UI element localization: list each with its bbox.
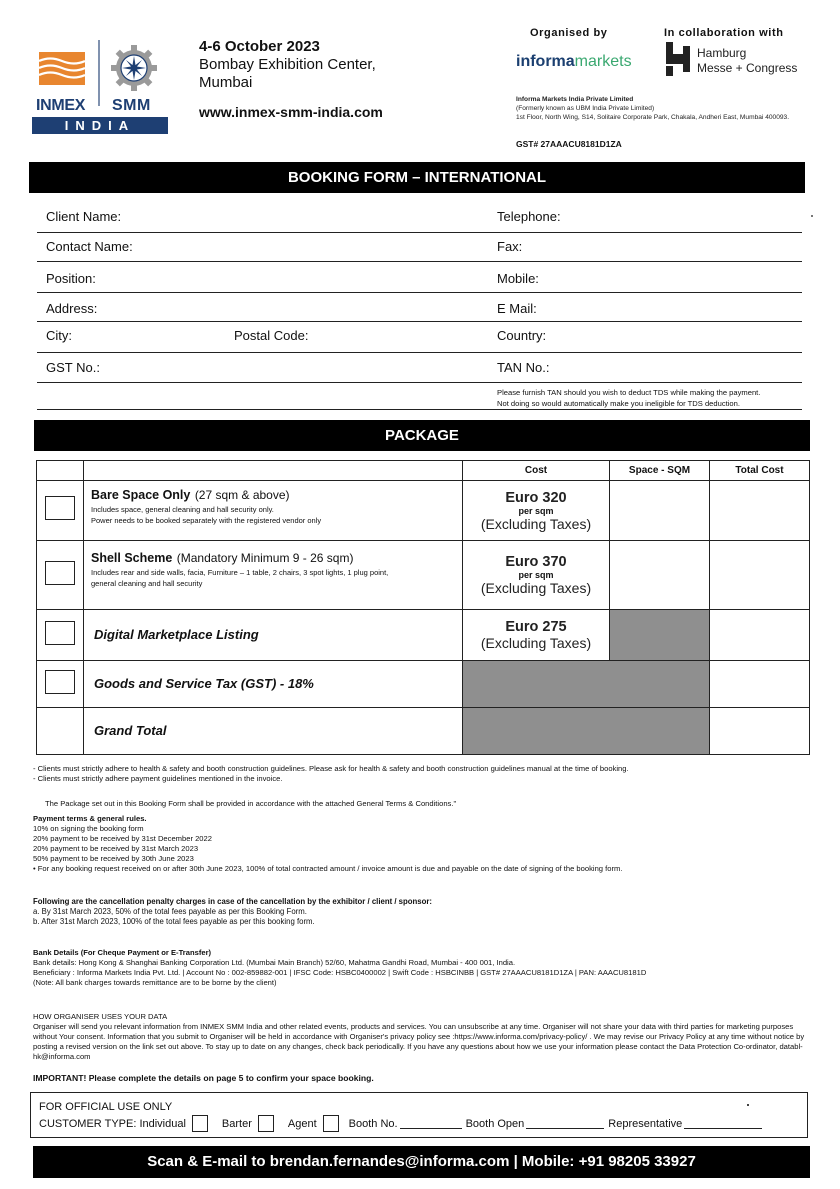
grand-total-input[interactable] bbox=[710, 723, 809, 738]
form-row-client bbox=[37, 204, 802, 233]
payment-line: 20% payment to be received by 31st December 2022 bbox=[33, 834, 212, 843]
digital-listing-title: Digital Marketplace Listing bbox=[94, 627, 259, 642]
email-input[interactable] bbox=[547, 300, 795, 318]
compass-gear-icon bbox=[111, 45, 157, 91]
organiser-address-block bbox=[516, 95, 816, 122]
payment-line: 20% payment to be received by 31st March 2023 bbox=[33, 844, 199, 853]
tan-note-underline bbox=[37, 384, 802, 410]
tan-note-line2: Not doing so would automatically make you ineligible for TDS deduction. bbox=[497, 399, 740, 408]
organiser-address: 1st Floor, North Wing, S14, Solitaire Corporate Park, Chakala, Andheri East, Mumbai 400093. bbox=[516, 114, 790, 121]
bank-line: (Note: All bank charges towards remittance are to be borne by the client) bbox=[33, 978, 277, 987]
form-row-position bbox=[37, 262, 802, 293]
gst-title: Goods and Service Tax (GST) - 18% bbox=[94, 676, 314, 691]
contact-name-input[interactable] bbox=[137, 238, 487, 256]
fax-label: Fax: bbox=[497, 239, 523, 254]
booth-no-label: Booth No. bbox=[348, 1117, 398, 1130]
representative-label: Representative bbox=[608, 1117, 683, 1130]
col-header-cost: Cost bbox=[463, 461, 610, 481]
bare-space-cost: Euro 320 bbox=[505, 489, 567, 506]
collaborator-line2: Messe + Congress bbox=[697, 61, 798, 75]
bare-space-checkbox[interactable] bbox=[45, 496, 75, 520]
bank-line: Bank details: Hong Kong & Shanghai Banking Corporation Ltd. (Mumbai Main Branch) 52/60, Mahatma Gandhi Road, Mumbai - 400 001, India. bbox=[33, 958, 516, 967]
agent-label: Agent bbox=[287, 1117, 317, 1130]
form-row-contact bbox=[37, 233, 802, 262]
gst-shaded-cell bbox=[463, 661, 710, 708]
informa-markets-logo bbox=[516, 53, 632, 71]
email-label: E Mail: bbox=[497, 301, 537, 316]
grand-total-title: Grand Total bbox=[94, 723, 167, 738]
address-label: Address: bbox=[46, 301, 98, 316]
fax-input[interactable] bbox=[529, 238, 795, 256]
booth-no-field[interactable] bbox=[400, 1118, 462, 1129]
bare-space-title: Bare Space Only bbox=[91, 488, 191, 502]
gst-no-label: GST No.: bbox=[46, 360, 100, 375]
bare-space-cost-note: (Excluding Taxes) bbox=[480, 515, 592, 532]
bank-details bbox=[33, 948, 646, 988]
package-row-gst bbox=[37, 661, 810, 708]
tan-no-input[interactable] bbox=[557, 359, 795, 377]
guideline-note-2: - Clients must strictly adhere payment guidelines mentioned in the invoice. bbox=[33, 774, 283, 783]
bare-space-sqm-input[interactable] bbox=[610, 503, 709, 518]
shell-scheme-cost: Euro 370 bbox=[505, 554, 567, 570]
privacy-text: Organiser will send you relevant information from INMEX SMM India and other related events, products and services. You can unsubscribe at any time. Organiser will not share your data with third parties for marketing purposes without Your consent. Information that you submit to Organiser will be held in accordance with Organiser's privacy policy see :https://www.informa.com/privacy-policy/ . We may revise our Privacy Policy at any time without notice by posting a revised version on the link set out above. To stay up to date on any changes, check back periodically. If you have any questions about how we use your information please contact the Data Protection Co-ordinator, databl-hk@informa.com bbox=[33, 1022, 805, 1061]
position-label: Position: bbox=[46, 271, 96, 286]
shell-scheme-desc-line2: general cleaning and hall security bbox=[91, 579, 203, 588]
gst-no-input[interactable] bbox=[107, 359, 487, 377]
col-header-total-cost: Total Cost bbox=[710, 461, 810, 481]
gst-total-input[interactable] bbox=[710, 676, 809, 691]
edge-dot bbox=[811, 215, 813, 217]
individual-checkbox[interactable] bbox=[192, 1115, 208, 1132]
digital-listing-cost-note: (Excluding Taxes) bbox=[480, 635, 592, 651]
telephone-input[interactable] bbox=[565, 208, 795, 226]
booth-open-label: Booth Open bbox=[465, 1117, 525, 1130]
logo-inmex-text: INMEX bbox=[36, 97, 86, 114]
bare-space-total-input[interactable] bbox=[710, 503, 809, 518]
event-date: 4-6 October 2023 bbox=[199, 38, 320, 55]
col-header-package bbox=[84, 461, 463, 481]
logo-smm-text: SMM bbox=[112, 97, 151, 114]
booking-form-title-bar: BOOKING FORM – INTERNATIONAL bbox=[29, 162, 805, 193]
cancellation-line: b. After 31st March 2023, 100% of the total fees payable as per this booking form. bbox=[33, 917, 315, 926]
client-name-input[interactable] bbox=[127, 208, 487, 226]
shell-scheme-total-input[interactable] bbox=[710, 567, 809, 582]
postal-code-input[interactable] bbox=[317, 327, 487, 345]
package-header-row bbox=[37, 461, 810, 481]
waves-icon bbox=[39, 52, 85, 85]
col-header-space-sqm: Space - SQM bbox=[610, 461, 710, 481]
organised-by-label: Organised by bbox=[530, 27, 608, 39]
barter-checkbox[interactable] bbox=[258, 1115, 274, 1132]
official-dot bbox=[747, 1104, 749, 1106]
agent-checkbox[interactable] bbox=[323, 1115, 339, 1132]
city-input[interactable] bbox=[82, 327, 222, 345]
package-terms-note: The Package set out in this Booking Form shall be provided in accordance with the attached General Terms & Conditions." bbox=[45, 799, 457, 808]
contact-name-label: Contact Name: bbox=[46, 239, 133, 254]
client-name-label: Client Name: bbox=[46, 209, 122, 224]
shell-scheme-desc-line1: Includes rear and side walls, facia, Furniture – 1 table, 2 chairs, 3 spot lights, 1 plug point, bbox=[91, 568, 389, 577]
organiser-name: Informa Markets India Private Limited bbox=[516, 96, 634, 103]
country-input[interactable] bbox=[557, 327, 795, 345]
logo-india-text: INDIA bbox=[32, 117, 168, 134]
official-use-title: FOR OFFICIAL USE ONLY bbox=[39, 1101, 173, 1113]
country-label: Country: bbox=[497, 328, 547, 343]
official-use-box bbox=[30, 1092, 808, 1138]
grand-total-empty-cell bbox=[37, 708, 84, 755]
col-header-select bbox=[37, 461, 84, 481]
digital-listing-total-input[interactable] bbox=[710, 627, 809, 642]
booth-open-field[interactable] bbox=[526, 1118, 604, 1129]
shell-scheme-cost-note: (Excluding Taxes) bbox=[480, 580, 592, 596]
form-row-gst bbox=[37, 353, 802, 383]
tan-no-label: TAN No.: bbox=[497, 360, 550, 375]
event-website-link[interactable]: www.inmex-smm-india.com bbox=[199, 104, 383, 120]
guideline-note-1: - Clients must strictly adhere to health & safety and booth construction guidelines. Please ask for health & safety and booth construction guidelines manual at the time of booking. bbox=[33, 764, 629, 773]
digital-listing-checkbox[interactable] bbox=[45, 621, 75, 645]
tan-note-line1: Please furnish TAN should you wish to deduct TDS while making the payment. bbox=[497, 388, 761, 397]
package-row-digital-listing bbox=[37, 610, 810, 661]
digital-listing-space-shaded bbox=[610, 610, 710, 661]
payment-terms-title: Payment terms & general rules. bbox=[33, 814, 147, 823]
cancellation-terms bbox=[33, 897, 432, 927]
event-info bbox=[199, 38, 399, 120]
digital-listing-cost: Euro 275 bbox=[505, 619, 567, 635]
representative-field[interactable] bbox=[684, 1118, 762, 1129]
informa-logo-bold: informa bbox=[516, 53, 575, 70]
gst-checkbox[interactable] bbox=[45, 670, 75, 694]
hamburg-messe-logo-icon bbox=[666, 42, 690, 76]
inmex-smm-logo bbox=[32, 40, 168, 134]
customer-type-label: CUSTOMER TYPE: Individual bbox=[39, 1117, 186, 1130]
postal-code-label: Postal Code: bbox=[234, 328, 309, 343]
bare-space-subtitle: (27 sqm & above) bbox=[194, 488, 290, 502]
bare-space-desc-line2: Power needs to be booked separately with the registered vendor only bbox=[91, 516, 322, 525]
mobile-label: Mobile: bbox=[497, 271, 539, 286]
organiser-gst: GST# 27AAACU8181D1ZA bbox=[516, 139, 622, 149]
informa-logo-light: markets bbox=[574, 53, 632, 70]
payment-line: 10% on signing the booking form bbox=[33, 824, 144, 833]
bare-space-desc-line1: Includes space, general cleaning and hall security only. bbox=[91, 505, 274, 514]
package-row-shell-scheme bbox=[37, 541, 810, 610]
position-input[interactable] bbox=[107, 270, 487, 288]
customer-type-line bbox=[39, 1115, 766, 1132]
privacy-title: HOW ORGANISER USES YOUR DATA bbox=[33, 1012, 168, 1021]
footer-contact-bar: Scan & E-mail to brendan.fernandes@informa.com | Mobile: +91 98205 33927 bbox=[33, 1146, 810, 1178]
grand-total-shaded-cell bbox=[463, 708, 710, 755]
collaboration-label: In collaboration with bbox=[664, 27, 784, 39]
payment-terms bbox=[33, 814, 622, 874]
bank-details-title: Bank Details (For Cheque Payment or E-Transfer) bbox=[33, 948, 212, 957]
package-row-grand-total bbox=[37, 708, 810, 755]
shell-scheme-checkbox[interactable] bbox=[45, 561, 75, 585]
package-title-bar: PACKAGE bbox=[34, 420, 810, 451]
bare-space-cost-unit: per sqm bbox=[518, 505, 554, 516]
payment-line: • For any booking request received on or after 30th June 2023, 100% of total contracted amount / invoice amount is due and payable on the date of signing of the booking form. bbox=[33, 864, 623, 873]
form-row-city bbox=[37, 322, 802, 353]
logo-divider bbox=[98, 40, 100, 106]
package-table bbox=[36, 460, 810, 755]
guideline-notes bbox=[33, 764, 629, 784]
shell-scheme-cost-unit: per sqm bbox=[518, 570, 554, 580]
hamburg-messe-text bbox=[697, 46, 797, 76]
address-input[interactable] bbox=[107, 300, 487, 318]
event-venue: Bombay Exhibition Center, Mumbai bbox=[199, 56, 376, 91]
payment-line: 50% payment to be received by 30th June 2023 bbox=[33, 854, 194, 863]
package-row-bare-space bbox=[37, 481, 810, 541]
important-notice: IMPORTANT! Please complete the details on page 5 to confirm your space booking. bbox=[33, 1073, 374, 1083]
cancellation-title: Following are the cancellation penalty charges in case of the cancellation by the exhibitor / client / sponsor: bbox=[33, 897, 433, 906]
telephone-label: Telephone: bbox=[497, 209, 561, 224]
organiser-former-name: (Formerly known as UBM India Private Limited) bbox=[516, 105, 655, 112]
bank-line: Beneficiary : Informa Markets India Pvt. Ltd. | Account No : 002-859882-001 | IFSC Code: HSBC0400002 | Swift Code : HSBCINBB | GST# 27AAACU8181D1ZA | PAN: AAACU8181D bbox=[33, 968, 647, 977]
form-row-address bbox=[37, 293, 802, 322]
mobile-input[interactable] bbox=[547, 270, 795, 288]
shell-scheme-sqm-input[interactable] bbox=[610, 567, 709, 582]
privacy-notice bbox=[33, 1012, 811, 1062]
shell-scheme-title: Shell Scheme bbox=[91, 551, 173, 565]
shell-scheme-subtitle: (Mandatory Minimum 9 - 26 sqm) bbox=[176, 551, 354, 565]
collaborator-line1: Hamburg bbox=[697, 46, 747, 60]
city-label: City: bbox=[46, 328, 72, 343]
barter-label: Barter bbox=[221, 1117, 252, 1130]
cancellation-line: a. By 31st March 2023, 50% of the total fees payable as per this Booking Form. bbox=[33, 907, 307, 916]
